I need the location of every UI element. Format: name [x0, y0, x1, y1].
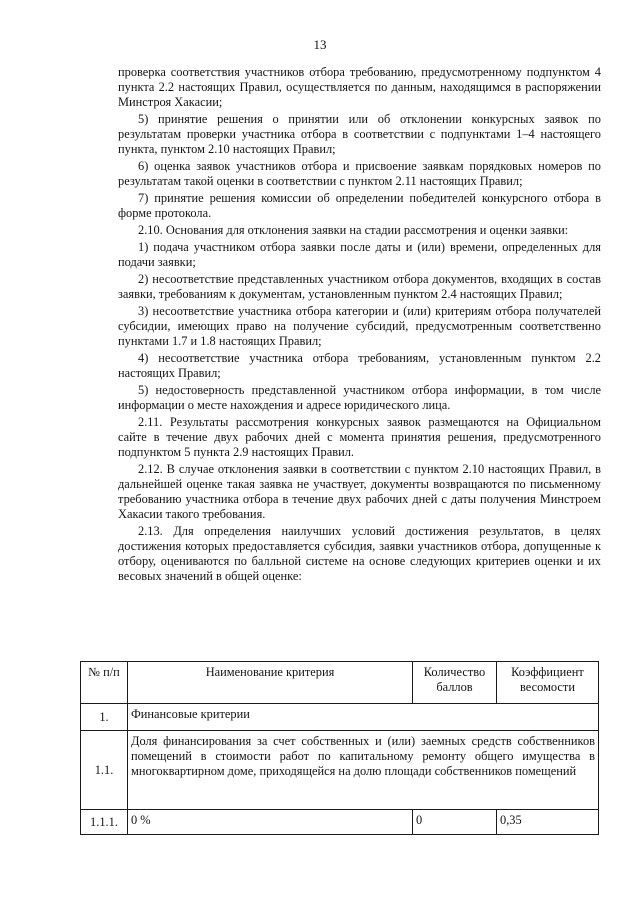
row-name: 0 % [128, 810, 413, 835]
paragraph: 6) оценка заявок участников отбора и присвоение заявкам порядковых номеров по результатам такой оценки в соответствии с пунктом 2.11 настоящих Правил; [118, 159, 601, 188]
body-text [118, 65, 601, 586]
page-number: 13 [313, 37, 327, 52]
table-row [81, 810, 599, 835]
row-name: Доля финансирования за счет собственных и (или) заемных средств собственников помещений в стоимости работ по капитальному ремонту общего имущества в многоквартирном доме, приходящейся на долю площади собственников помещений [128, 731, 599, 810]
paragraph: 2.13. Для определения наилучших условий достижения результатов, в целях достижения которых предоставляется субсидия, заявки участников отбора, допущенные к отбору, оцениваются по балльной системе на основе следующих критериев оценки и их весовых значений в общей оценке: [118, 524, 601, 583]
header-points: Количество баллов [413, 662, 497, 704]
paragraph: 5) принятие решения о принятии или об отклонении конкурсных заявок по результатам проверки участника отбора в соответствии с подпунктами 1–4 настоящего пункта, пунктом 2.10 настоящих Правил; [118, 112, 601, 156]
paragraph: проверка соответствия участников отбора требованию, предусмотренному подпунктом 4 пункта 2.2 настоящих Правил, осуществляется по данным, находящимся в распоряжении Минстроя Хакасии; [118, 65, 601, 109]
paragraph: 4) несоответствие участника отбора требованиям, установленным пунктом 2.2 настоящих Правил; [118, 351, 601, 380]
paragraph: 7) принятие решения комиссии об определении победителей конкурсного отбора в форме протокола. [118, 191, 601, 220]
row-name: Финансовые критерии [128, 704, 599, 731]
row-points: 0 [413, 810, 497, 835]
row-num: 1.1. [81, 731, 128, 810]
paragraph: 5) недостоверность представленной участником отбора информации, в том числе информации о месте нахождения и адресе юридического лица. [118, 383, 601, 412]
paragraph: 2) несоответствие представленных участником отбора документов, входящих в состав заявки, требованиям к документам, установленным пунктом 2.4 настоящих Правил; [118, 272, 601, 301]
header-name: Наименование критерия [128, 662, 413, 704]
row-coef: 0,35 [497, 810, 599, 835]
paragraph: 3) несоответствие участника отбора категории и (или) критериям отбора получателей субсидии, имеющих право на получение субсидий, предусмотренным соответственно пунктами 1.7 и 1.8 настоящих Правил; [118, 304, 601, 348]
paragraph: 1) подача участником отбора заявки после даты и (или) времени, определенных для подачи заявки; [118, 240, 601, 269]
table-header-row [81, 662, 599, 704]
paragraph: 2.11. Результаты рассмотрения конкурсных заявок размещаются на Официальном сайте в течение двух рабочих дней с момента принятия решения, предусмотренного подпунктом 5 пункта 2.9 настоящих Правил. [118, 415, 601, 459]
row-num: 1. [81, 704, 128, 731]
criteria-table [80, 661, 599, 835]
header-coef: Коэффициент весомости [497, 662, 599, 704]
row-num: 1.1.1. [81, 810, 128, 835]
paragraph: 2.10. Основания для отклонения заявки на стадии рассмотрения и оценки заявки: [138, 223, 569, 237]
table-row [81, 704, 599, 731]
header-num: № п/п [81, 662, 128, 704]
table-row [81, 731, 599, 810]
paragraph: 2.12. В случае отклонения заявки в соответствии с пунктом 2.10 настоящих Правил, в дальнейшей оценке такая заявка не участвует, документы возвращаются по письменному требованию участника отбора в течение двух рабочих дней с даты получения Минстроем Хакасии такого требования. [118, 462, 601, 521]
